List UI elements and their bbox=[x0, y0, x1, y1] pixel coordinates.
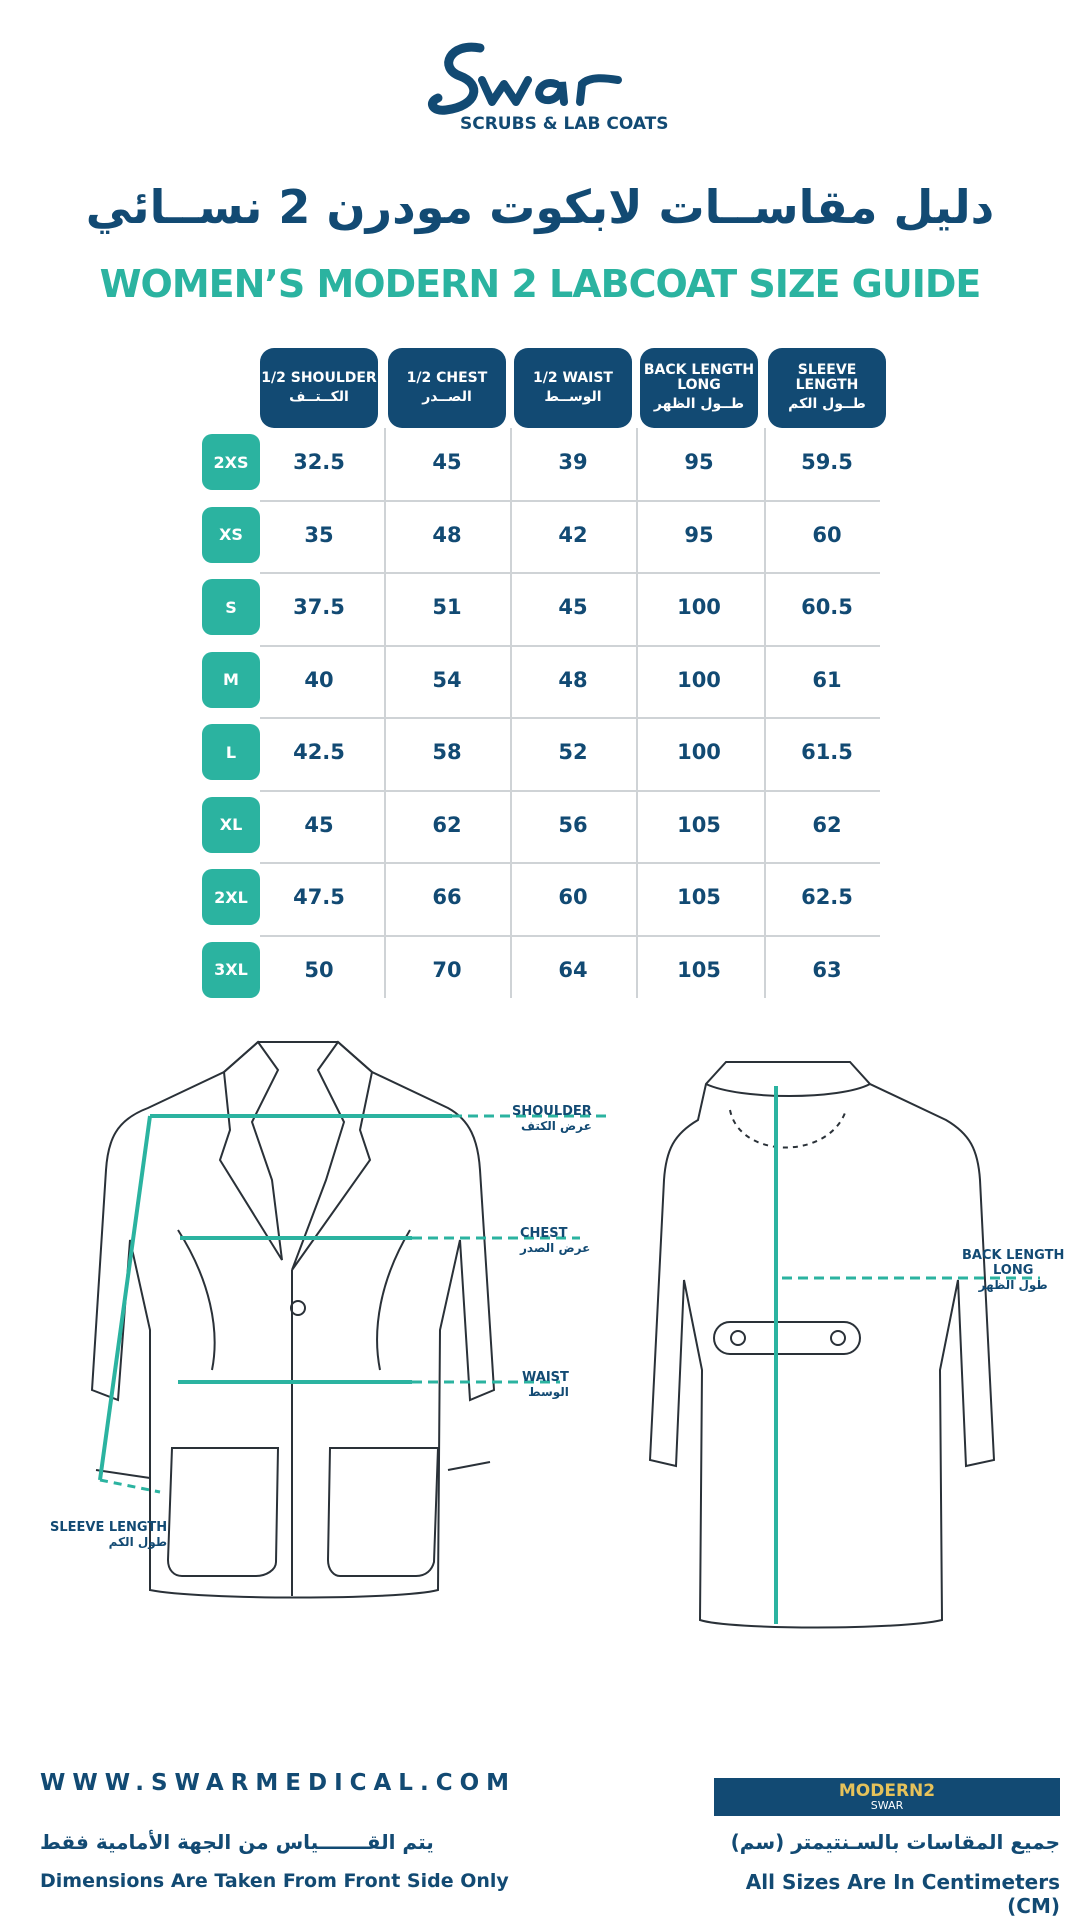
table-cell: 95 bbox=[684, 450, 714, 474]
column-header-en: SLEEVE LENGTH bbox=[795, 362, 859, 393]
shoulder-label: SHOULDER عرض الكتف bbox=[512, 1104, 592, 1133]
table-cell: 60 bbox=[558, 885, 588, 909]
row-divider bbox=[260, 862, 880, 864]
size-badge: L bbox=[202, 724, 260, 780]
table-cell: 47.5 bbox=[293, 885, 345, 909]
table-cell: 35 bbox=[304, 522, 334, 547]
table-cell: 64 bbox=[558, 957, 588, 982]
table-cell: 32.5 bbox=[293, 450, 345, 474]
sleeve-label: SLEEVE LENGTH طول الكم bbox=[50, 1520, 168, 1549]
column-header-en: 1/2 WAIST bbox=[533, 369, 613, 386]
table-cell: 39 bbox=[558, 450, 588, 474]
column-header-ar: طــول الكم bbox=[788, 396, 866, 412]
note-arabic: يتم القـــــــياس من الجهة الأمامية فقط bbox=[40, 1830, 434, 1854]
size-badge: 2XL bbox=[202, 869, 260, 925]
table-cell: 45 bbox=[558, 595, 588, 619]
column-header-ar: الكــتــف bbox=[289, 388, 349, 405]
brand-logo bbox=[0, 40, 1080, 140]
waist-label: WAIST الوسط bbox=[522, 1370, 569, 1399]
labcoat-diagram bbox=[0, 1030, 1080, 1670]
table-cell: 105 bbox=[677, 957, 721, 982]
table-cell: 61 bbox=[812, 667, 842, 692]
table-cell: 100 bbox=[677, 740, 721, 764]
table-cell: 48 bbox=[432, 522, 462, 547]
column-header-ar: الصــدر bbox=[422, 388, 472, 405]
front-pocket-right bbox=[328, 1448, 438, 1576]
logo-subtitle: SCRUBS & LAB COATS bbox=[460, 114, 669, 134]
table-cell: 105 bbox=[677, 885, 721, 909]
table-cell: 50 bbox=[304, 957, 334, 982]
column-divider bbox=[764, 428, 766, 998]
column-header-en: 1/2 CHEST bbox=[406, 369, 488, 386]
modern2-badge bbox=[714, 1778, 1060, 1816]
table-cell: 62.5 bbox=[801, 885, 853, 909]
front-button-icon bbox=[291, 1301, 305, 1315]
row-divider bbox=[260, 935, 880, 937]
table-cell: 66 bbox=[432, 885, 462, 909]
logo-script-mark bbox=[420, 40, 660, 120]
table-cell: 37.5 bbox=[293, 595, 345, 619]
table-cell: 100 bbox=[677, 595, 721, 619]
column-header-en: 1/2 SHOULDER bbox=[261, 369, 377, 386]
column-header-2 bbox=[514, 348, 632, 428]
row-divider bbox=[260, 572, 880, 574]
units-english: All Sizes Are In Centimeters (CM) bbox=[745, 1870, 1060, 1918]
table-cell: 42 bbox=[558, 522, 588, 547]
row-divider bbox=[260, 717, 880, 719]
size-badge: XL bbox=[202, 797, 260, 853]
front-pocket-left bbox=[168, 1448, 278, 1576]
website-url[interactable]: WWW.SWARMEDICAL.COM bbox=[40, 1770, 517, 1796]
column-header-ar: طــول الظهر bbox=[653, 396, 745, 412]
table-cell: 45 bbox=[432, 450, 462, 474]
note-english: Dimensions Are Taken From Front Side Only bbox=[40, 1870, 509, 1892]
table-cell: 61.5 bbox=[801, 740, 853, 764]
back-belt bbox=[714, 1322, 860, 1354]
column-header-1 bbox=[388, 348, 506, 428]
table-cell: 60.5 bbox=[801, 595, 853, 619]
size-badge: 2XS bbox=[202, 434, 260, 490]
column-divider bbox=[636, 428, 638, 998]
page-title-english: WOMEN’S MODERN 2 LABCOAT SIZE GUIDE bbox=[99, 262, 981, 306]
table-cell: 60 bbox=[812, 522, 842, 547]
column-header-0 bbox=[260, 348, 378, 428]
column-header-en: BACK LENGTH LONG bbox=[643, 362, 755, 393]
table-cell: 56 bbox=[558, 812, 588, 837]
table-cell: 42.5 bbox=[293, 740, 345, 764]
column-divider bbox=[384, 428, 386, 998]
size-badge: S bbox=[202, 579, 260, 635]
column-header-4 bbox=[768, 348, 886, 428]
units-arabic: جميع المقاسات بالسـنتيمتر (سم) bbox=[730, 1830, 1060, 1854]
table-cell: 95 bbox=[684, 522, 714, 547]
table-cell: 62 bbox=[432, 812, 462, 837]
size-badge: M bbox=[202, 652, 260, 708]
row-divider bbox=[260, 645, 880, 647]
table-cell: 105 bbox=[677, 812, 721, 837]
column-header-ar: الوســط bbox=[544, 388, 602, 405]
chest-label: CHEST عرض الصدر bbox=[520, 1226, 591, 1255]
table-cell: 54 bbox=[432, 667, 462, 692]
row-divider bbox=[260, 790, 880, 792]
table-cell: 100 bbox=[677, 667, 721, 692]
table-cell: 48 bbox=[558, 667, 588, 692]
table-cell: 63 bbox=[812, 957, 842, 982]
row-divider bbox=[260, 500, 880, 502]
back-length-label: BACK LENGTH LONG طول الظهر bbox=[962, 1248, 1065, 1292]
table-cell: 70 bbox=[432, 957, 462, 982]
badge-main: MODERN2 bbox=[838, 1780, 936, 1801]
size-badge: XS bbox=[202, 507, 260, 563]
table-cell: 58 bbox=[432, 740, 462, 764]
badge-sub: SWAR bbox=[870, 1798, 904, 1812]
page-title-arabic: دليل مقاســات لابكوت مودرن 2 نســائي bbox=[85, 180, 995, 234]
size-badge: 3XL bbox=[202, 942, 260, 998]
table-cell: 62 bbox=[812, 812, 842, 837]
front-lapel-right bbox=[292, 1042, 372, 1270]
column-divider bbox=[510, 428, 512, 998]
table-cell: 51 bbox=[432, 595, 462, 619]
front-lapel-left bbox=[220, 1042, 282, 1260]
back-belt-button-left-icon bbox=[731, 1331, 745, 1345]
column-header-3 bbox=[640, 348, 758, 428]
table-cell: 59.5 bbox=[801, 450, 853, 474]
back-belt-button-right-icon bbox=[831, 1331, 845, 1345]
back-coat-outline bbox=[650, 1062, 994, 1628]
table-cell: 40 bbox=[304, 667, 334, 692]
table-cell: 52 bbox=[558, 740, 588, 764]
table-cell: 45 bbox=[304, 812, 334, 837]
